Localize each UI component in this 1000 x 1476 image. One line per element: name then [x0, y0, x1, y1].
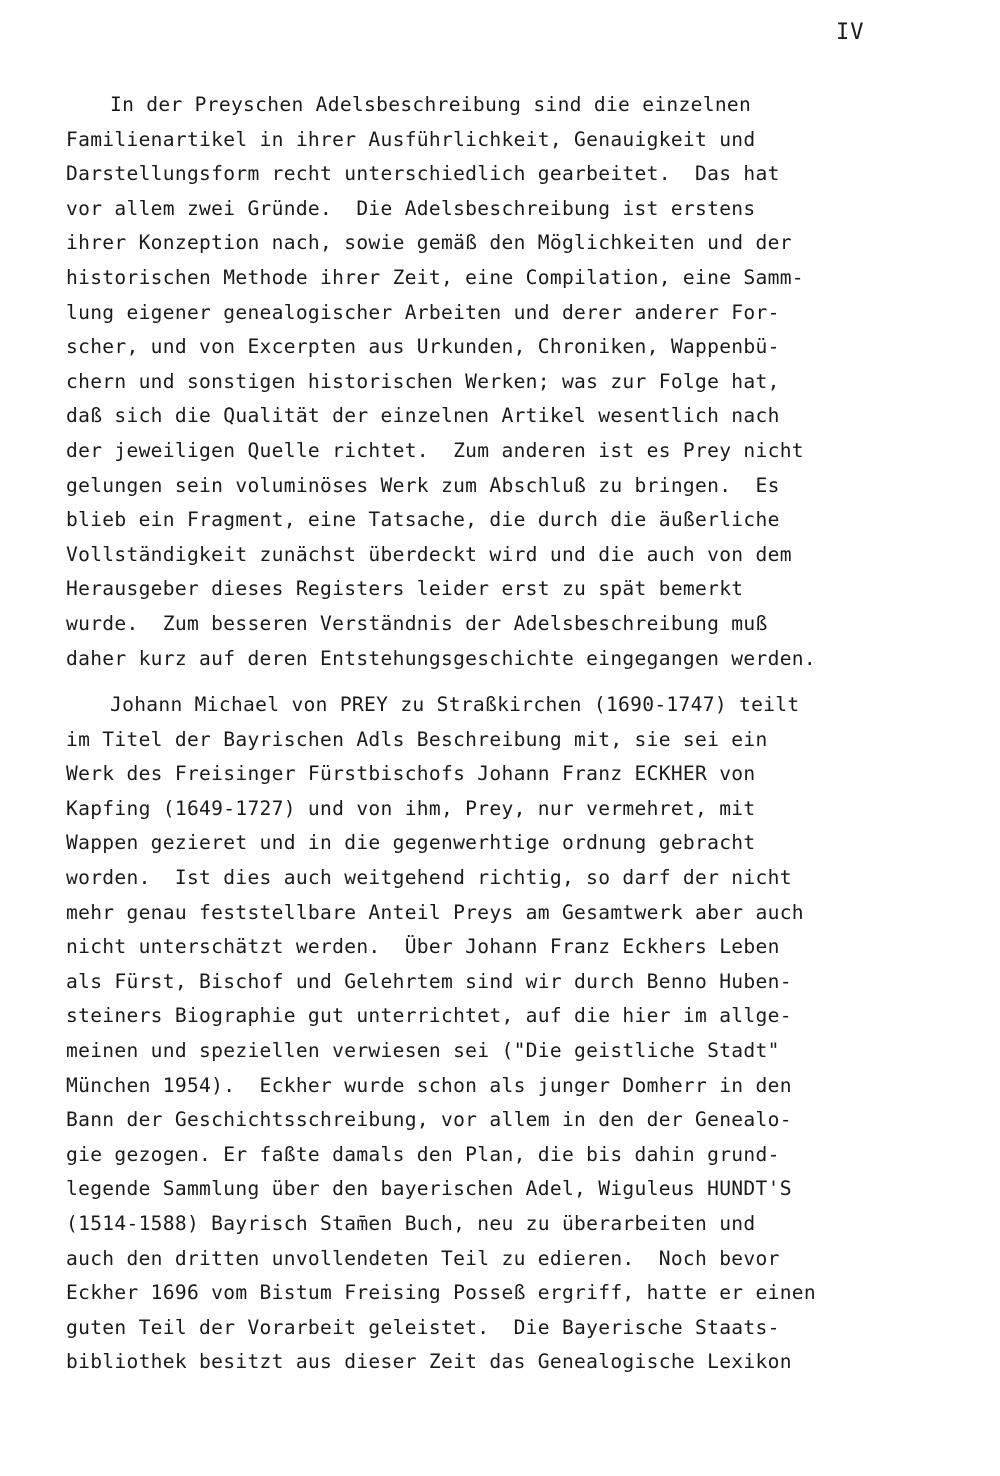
text-line: Wappen gezieret und in die gegenwerhtige ordnung gebracht [66, 831, 756, 855]
text-line: meinen und speziellen verwiesen sei ("Die geistliche Stadt" [66, 1038, 780, 1062]
text-line: Johann Michael von PREY zu Straßkirchen (1690-1747) teilt [110, 693, 800, 716]
text-line: wurde. Zum besseren Verständnis der Adelsbeschreibung muß [66, 611, 768, 635]
text-line: legende Sammlung über den bayerischen Adel, Wiguleus HUNDT'S [66, 1177, 792, 1201]
text-line: auch den dritten unvollendeten Teil zu edieren. Noch bevor [66, 1246, 780, 1270]
text-line: daher kurz auf deren Entstehungsgeschichte eingegangen werden. [66, 646, 816, 670]
text-line: Werk des Freisinger Fürstbischofs Johann Franz ECKHER von [66, 762, 756, 786]
text-line: mehr genau feststellbare Anteil Preys am Gesamtwerk aber auch [66, 900, 804, 924]
text-line: Familienartikel in ihrer Ausführlichkeit, Genauigkeit und [66, 127, 756, 151]
text-line: bibliothek besitzt aus dieser Zeit das Genealogische Lexikon [66, 1350, 792, 1374]
text-line: lung eigener genealogischer Arbeiten und derer anderer For- [66, 300, 780, 324]
text-line: München 1954). Eckher wurde schon als junger Domherr in den [66, 1073, 792, 1097]
text-line: steiners Biographie gut unterrichtet, auf die hier im allge- [66, 1004, 792, 1028]
text-line: im Titel der Bayrischen Adls Beschreibung mit, sie sei ein [66, 727, 768, 751]
text-line: gie gezogen. Er faßte damals den Plan, die bis dahin grund- [66, 1142, 780, 1166]
text-line: worden. Ist dies auch weitgehend richtig, so darf der nicht [66, 865, 792, 889]
text-line: blieb ein Fragment, eine Tatsache, die durch die äußerliche [66, 508, 780, 532]
paragraph-adelsbeschreibung [66, 88, 966, 676]
text-line: der jeweiligen Quelle richtet. Zum anderen ist es Prey nicht [66, 438, 804, 462]
text-line: scher, und von Excerpten aus Urkunden, Chroniken, Wappenbü- [66, 335, 780, 359]
text-line: Eckher 1696 vom Bistum Freising Posseß ergriff, hatte er einen [66, 1281, 816, 1305]
text-line: vor allem zwei Gründe. Die Adelsbeschreibung ist erstens [66, 196, 756, 220]
text-line: Bann der Geschichtsschreibung, vor allem in den der Genealo- [66, 1108, 792, 1132]
text-line: (1514-1588) Bayrisch Stam̄en Buch, neu zu überarbeiten und [66, 1211, 756, 1235]
text-line: chern und sonstigen historischen Werken; was zur Folge hat, [66, 369, 780, 393]
page-number: IV [836, 20, 865, 45]
text-line: Kapfing (1649-1727) und von ihm, Prey, nur vermehret, mit [66, 796, 756, 820]
text-line: ihrer Konzeption nach, sowie gemäß den Möglichkeiten und der [66, 231, 792, 255]
text-line: als Fürst, Bischof und Gelehrtem sind wir durch Benno Huben- [66, 969, 792, 993]
paragraph-prey-eckher [66, 688, 966, 1380]
text-line: Herausgeber dieses Registers leider erst zu spät bemerkt [66, 577, 744, 601]
text-line: Darstellungsform recht unterschiedlich gearbeitet. Das hat [66, 162, 780, 186]
text-line: nicht unterschätzt werden. Über Johann Franz Eckhers Leben [66, 935, 780, 959]
text-line: gelungen sein voluminöses Werk zum Abschluß zu bringen. Es [66, 473, 780, 497]
text-line: Vollständigkeit zunächst überdeckt wird und die auch von dem [66, 542, 792, 566]
text-line: daß sich die Qualität der einzelnen Artikel wesentlich nach [66, 404, 780, 428]
text-line: In der Preyschen Adelsbeschreibung sind die einzelnen [110, 93, 752, 116]
text-line: historischen Methode ihrer Zeit, eine Compilation, eine Samm- [66, 265, 804, 289]
text-line: guten Teil der Vorarbeit geleistet. Die Bayerische Staats- [66, 1315, 780, 1339]
